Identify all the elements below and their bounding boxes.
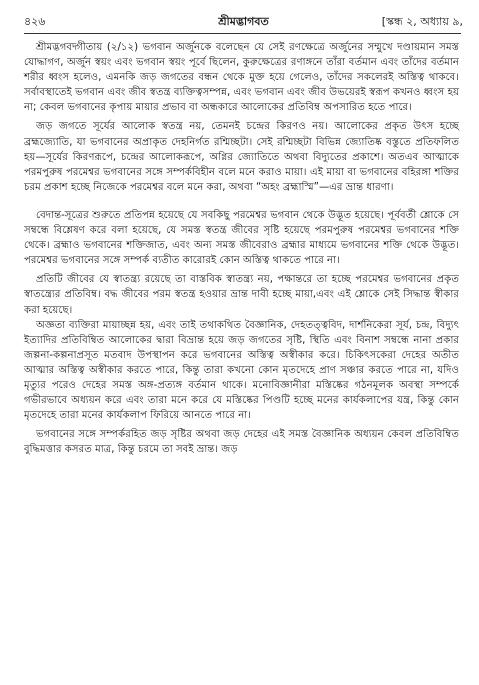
header-rule xyxy=(24,33,461,34)
page-number: ৪২৬ xyxy=(24,15,46,28)
running-header xyxy=(24,12,463,32)
paragraph-6: ভগবানের সঙ্গে সম্পর্করহিত জড় সৃষ্টির অথবা জড় দেহের এই সমস্ত বৈজ্ঞানিক অধ্যয়ন কেবল প্রতিবিম্বিত বুদ্ধিমত্তার কসরত মাত্র, কিন্তু চরমে তা সবই ভ্রান্ত। জড় xyxy=(24,429,459,456)
paragraph-1: শ্রীমদ্ভগবদ্গীতায় (২/১২) ভগবান অর্জুনকে বলেছেন যে সেই রণক্ষেত্রে অর্জুনের সম্মুখে দণ্ডায়মান সমস্ত যোদ্ধাগণ, অর্জুন স্বয়ং এবং ভগবান স্বয়ং পূর্বে ছিলেন, কুরুক্ষেত্রের রণাঙ্গনে তাঁরা বর্তমান এবং তাঁদের বর্তমান শরীর ধ্বংস হলেও, এমনকি জড় জগতের বন্ধন থেকে মুক্ত হয়ে গেলেও, তাঁদের সকলেরই অস্তিত্ব থাকবে। সর্বাবস্থাতেই ভগবান এবং জীব স্বতন্ত্র ব্যক্তিত্বসম্পন্ন, এবং ভগবান এবং জীব উভয়েরই স্বরূপ কখনও ধ্বংস হয় না; কেবল ভগবানের কৃপায় মায়ার প্রভাব বা অন্ধকারে আলোকের প্রতিবিম্ব অপসারিত হতে পারে। xyxy=(24,42,459,114)
paragraph-4: প্রতিটি জীবের যে স্বাতন্ত্র্য রয়েছে তা বাস্তবিক স্বাতন্ত্র্য নয়, পক্ষান্তরে তা হচ্ছে পরমেশ্বর ভগবানের প্রকৃত স্বাতন্ত্র্যের প্রতিবিম্ব। বদ্ধ জীবের পরম স্বতন্ত্র হওয়ার ভ্রান্ত দাবী হচ্ছে মায়া,এবং এই শ্লোকে সেই সিদ্ধান্ত স্বীকার করা হয়েছে। xyxy=(24,274,459,316)
paragraph-3: বেদান্ত-সূত্রের শুরুতে প্রতিপন্ন হয়েছে যে সবকিছু পরমেশ্বর ভগবান থেকে উদ্ভূত হয়েছে। পূর্ববর্তী শ্লোকে সে সম্বন্ধে বিশ্লেষণ করে বলা হয়েছে, যে সমস্ত স্বতন্ত্র জীবের সৃষ্টি হয়েছে পরমপুরুষ পরমেশ্বর ভগবানের শক্তি থেকে। ব্রহ্মাও ভগবানের শক্তিজাত, এবং অন্য সমস্ত জীবেরাও ব্রহ্মার মাধ্যমে ভগবানের শক্তি থেকে উদ্ভূত। পরমেশ্বর ভগবানের সঙ্গে সম্পর্ক ব্যতীত কারোরই কোন অস্তিত্ব থাকতে পারে না। xyxy=(24,209,459,267)
book-title: শ্রীমদ্ভাগবত xyxy=(218,15,269,28)
chapter-reference: [স্কন্ধ ২, অধ্যায় ৯, xyxy=(381,15,463,28)
paragraph-5: অজ্ঞতা ব্যক্তিরা মায়াচ্ছন্ন হয়, এবং তাই তথাকথিত বৈজ্ঞানিক, দেহতত্ত্ববিদ, দার্শনিকেরা সূর্য, চন্দ্র, বিদ্যুৎ ইত্যাদির প্রতিবিম্বিত আলোকের দ্বারা বিভ্রান্ত হয়ে জড় জগতের সৃষ্টি, স্থিতি এবং বিনাশ সম্বন্ধে নানা প্রকার জল্পনা-কল্পনাপ্রসূত মতবাদ উপস্থাপন করে ভগবানের অস্তিত্ব অস্বীকার করে। চিকিৎসকেরা দেহের অতীত আত্মার অস্তিত্ব অস্বীকার করতে পারে, কিন্তু তারা কখনো কোন মৃতদেহে প্রাণ সঞ্চার করতে পারে না, যদিও মৃত্যুর পরেও দেহের সমস্ত অঙ্গ-প্রত্যঙ্গ বর্তমান থাকে। মনোবিজ্ঞানীরা মস্তিষ্কের গঠনমূলক অবস্থা সম্পর্কে গভীরভাবে অধ্যয়ন করে এবং তারা মনে করে যে মস্তিষ্কের পিণ্ডটি হচ্ছে মনের কার্যকলাপের যন্ত্র, কিন্তু কোন মৃতদেহে তারা মনের কার্যকলাপ ফিরিয়ে আনতে পারে না। xyxy=(24,319,459,422)
page-body xyxy=(24,40,459,457)
paragraph-2: জড় জগতে সূর্যের আলোক স্বতন্ত্র নয়, তেমনই চন্দ্রের কিরণও নয়। আলোকের প্রকৃত উৎস হচ্ছে ব্রহ্মজ্যোতি, যা ভগবানের অপ্রাকৃত দেহনির্গত রশ্মিচ্ছটা। সেই রশ্মিচ্ছটা বিভিন্ন জ্যোতিষ্ক বস্তুতে প্রতিফলিত হয়—সূর্যের কিরণরূপে, চন্দ্রের আলোকরূপে, অগ্নির জ্যোতিতে অথবা বিদ্যুতের প্রকাশে। অতএব আত্মাকে পরমপুরুষ পরমেশ্বর ভগবানের সঙ্গে সম্পর্কবিহীন বলে মনে করাও মায়া। এই মায়া বা ভগবানের বহিরঙ্গা শক্তির চরম প্রকাশ হচ্ছে নিজেকে পরমেশ্বর বলে মনে করা, অথবা “অহং ব্রহ্মাস্মি”—এর ভ্রান্ত ধারণা। xyxy=(24,121,459,193)
